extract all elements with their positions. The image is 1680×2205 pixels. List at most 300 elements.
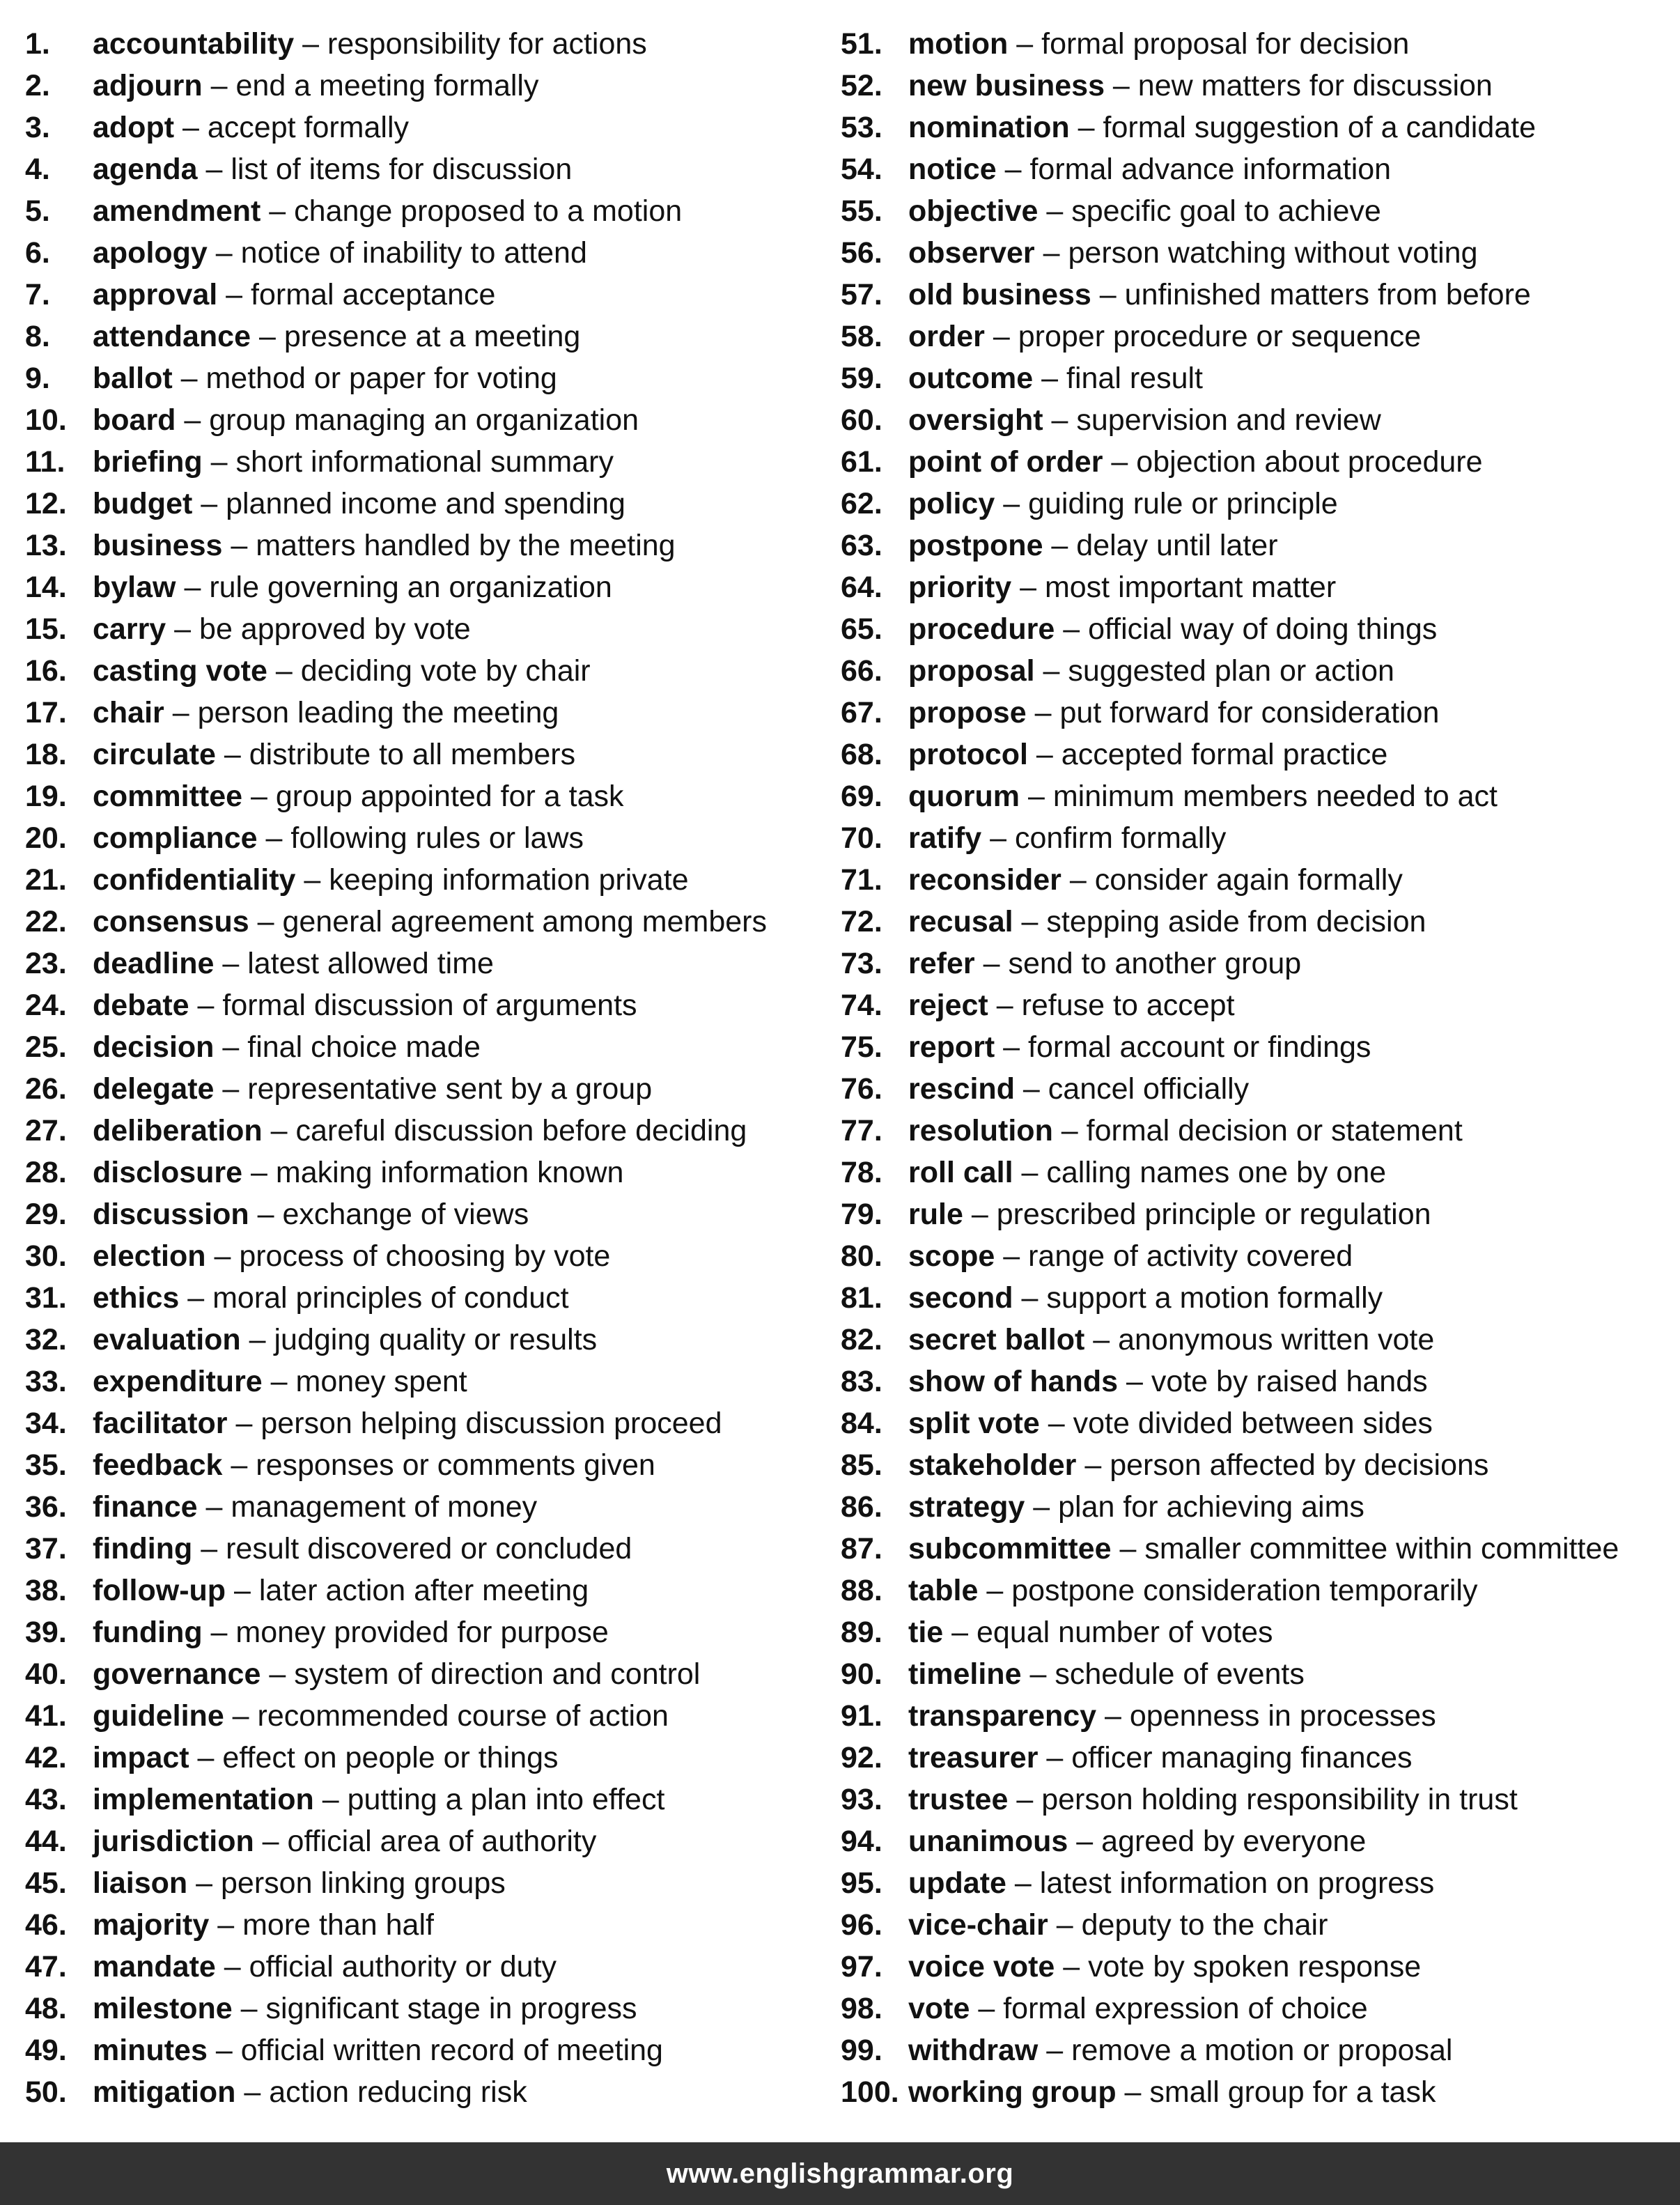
entry-separator: –	[1013, 1156, 1047, 1189]
entry-separator: –	[197, 1490, 231, 1524]
entry-definition: putting a plan into effect	[347, 1783, 665, 1816]
entry-term: jurisdiction	[93, 1825, 254, 1858]
entry-number: 89.	[841, 1616, 882, 1649]
entry-term: treasurer	[908, 1741, 1039, 1774]
glossary-entry	[25, 1235, 833, 1277]
entry-separator: –	[214, 947, 248, 980]
entry-definition: minimum members needed to act	[1052, 780, 1498, 813]
entry-separator: –	[249, 905, 283, 938]
entry-separator: –	[1026, 696, 1060, 729]
entry-separator: –	[262, 1365, 296, 1398]
glossary-entry	[841, 1988, 1677, 2029]
glossary-entry	[25, 1026, 833, 1068]
entry-number: 28.	[25, 1156, 67, 1189]
entry-term: order	[908, 320, 985, 353]
glossary-entry	[841, 441, 1677, 483]
entry-definition: significant stage in progress	[265, 1992, 637, 2025]
entry-number: 60.	[841, 403, 882, 437]
entry-separator: –	[249, 1198, 283, 1231]
entry-term: briefing	[93, 445, 203, 479]
entry-separator: –	[202, 1616, 236, 1649]
entry-separator: –	[996, 153, 1030, 186]
entry-term: reject	[908, 989, 988, 1022]
glossary-entry	[841, 2071, 1677, 2113]
entry-number: 30.	[25, 1239, 67, 1273]
entry-number: 55.	[841, 194, 882, 228]
entry-term: ballot	[93, 362, 173, 395]
entry-number: 94.	[841, 1825, 882, 1858]
entry-term: guideline	[93, 1699, 224, 1733]
entry-definition: guiding rule or principle	[1028, 487, 1338, 520]
entry-definition: rule governing an organization	[209, 571, 612, 604]
entry-number: 5.	[25, 194, 50, 228]
entry-term: strategy	[908, 1490, 1025, 1524]
glossary-entry	[25, 1611, 833, 1653]
entry-separator: –	[1055, 612, 1089, 646]
glossary-entry	[25, 1779, 833, 1820]
entry-separator: –	[202, 69, 236, 102]
entry-term: vote	[908, 1992, 970, 2025]
entry-term: outcome	[908, 362, 1034, 395]
entry-separator: –	[1013, 905, 1047, 938]
entry-number: 85.	[841, 1448, 882, 1482]
glossary-entry	[841, 1402, 1677, 1444]
glossary-entry	[25, 399, 833, 441]
glossary-columns	[0, 23, 1680, 2112]
glossary-entry	[841, 65, 1677, 107]
glossary-entry	[841, 650, 1677, 692]
entry-definition: more than half	[242, 1908, 434, 1942]
entry-term: working group	[908, 2075, 1117, 2109]
entry-number: 98.	[841, 1992, 882, 2025]
glossary-entry	[25, 1444, 833, 1486]
entry-definition: presence at a meeting	[283, 320, 581, 353]
entry-number: 81.	[841, 1281, 882, 1315]
entry-definition: put forward for consideration	[1059, 696, 1440, 729]
entry-definition: making information known	[275, 1156, 624, 1189]
glossary-entry	[841, 566, 1677, 608]
entry-separator: –	[187, 1866, 221, 1900]
entry-number: 3.	[25, 111, 50, 144]
entry-term: procedure	[908, 612, 1055, 646]
entry-separator: –	[1025, 1490, 1059, 1524]
entry-number: 73.	[841, 947, 882, 980]
entry-term: point of order	[908, 445, 1103, 479]
glossary-entry	[841, 984, 1677, 1026]
entry-term: agenda	[93, 153, 198, 186]
entry-separator: –	[254, 1825, 288, 1858]
entry-definition: cancel officially	[1048, 1072, 1250, 1106]
entry-definition: deputy to the chair	[1081, 1908, 1328, 1942]
entry-definition: new matters for discussion	[1137, 69, 1493, 102]
entry-separator: –	[1011, 571, 1045, 604]
entry-term: transparency	[908, 1699, 1097, 1733]
entry-definition: notice of inability to attend	[240, 236, 587, 270]
entry-term: accountability	[93, 27, 295, 61]
entry-number: 78.	[841, 1156, 882, 1189]
entry-definition: official authority or duty	[249, 1950, 557, 1983]
entry-definition: representative sent by a group	[247, 1072, 653, 1106]
entry-number: 10.	[25, 403, 67, 437]
entry-separator: –	[209, 1908, 243, 1942]
entry-definition: range of activity covered	[1028, 1239, 1353, 1273]
entry-number: 74.	[841, 989, 882, 1022]
entry-definition: smaller committee within committee	[1144, 1532, 1619, 1565]
entry-term: policy	[908, 487, 995, 520]
entry-separator: –	[214, 1072, 248, 1106]
entry-term: apology	[93, 236, 208, 270]
entry-term: split vote	[908, 1407, 1040, 1440]
glossary-entry	[841, 1737, 1677, 1779]
entry-term: voice vote	[908, 1950, 1055, 1983]
entry-definition: person holding responsibility in trust	[1041, 1783, 1518, 1816]
entry-definition: unfinished matters from before	[1124, 278, 1531, 311]
entry-number: 16.	[25, 654, 67, 688]
entry-definition: formal proposal for decision	[1041, 27, 1410, 61]
entry-separator: –	[1013, 1281, 1047, 1315]
entry-number: 57.	[841, 278, 882, 311]
glossary-entry	[841, 1779, 1677, 1820]
glossary-entry	[841, 1820, 1677, 1862]
entry-term: casting vote	[93, 654, 267, 688]
entry-separator: –	[215, 738, 249, 771]
entry-separator: –	[172, 362, 206, 395]
entry-number: 87.	[841, 1532, 882, 1565]
entry-number: 11.	[25, 445, 65, 479]
entry-term: majority	[93, 1908, 210, 1942]
entry-number: 83.	[841, 1365, 882, 1398]
entry-separator: –	[963, 1198, 997, 1231]
entry-number: 76.	[841, 1072, 882, 1106]
glossary-entry	[25, 1946, 833, 1988]
entry-definition: list of items for discussion	[231, 153, 573, 186]
entry-definition: final result	[1066, 362, 1203, 395]
entry-separator: –	[192, 487, 226, 520]
entry-definition: method or paper for voting	[205, 362, 557, 395]
entry-definition: process of choosing by vote	[239, 1239, 611, 1273]
entry-definition: short informational summary	[235, 445, 614, 479]
entry-separator: –	[242, 1156, 276, 1189]
glossary-entry	[841, 1611, 1677, 1653]
entry-term: trustee	[908, 1783, 1009, 1816]
entry-definition: system of direction and control	[294, 1657, 701, 1691]
entry-number: 58.	[841, 320, 882, 353]
entry-separator: –	[294, 27, 327, 61]
entry-number: 56.	[841, 236, 882, 270]
entry-separator: –	[1039, 1407, 1073, 1440]
glossary-entry	[25, 2029, 833, 2071]
entry-definition: support a motion formally	[1046, 1281, 1383, 1315]
glossary-entry	[25, 316, 833, 357]
entry-term: observer	[908, 236, 1035, 270]
entry-definition: most important matter	[1044, 571, 1337, 604]
glossary-entry	[841, 1528, 1677, 1570]
entry-definition: equal number of votes	[977, 1616, 1273, 1649]
entry-number: 8.	[25, 320, 50, 353]
entry-definition: vote by raised hands	[1151, 1365, 1428, 1398]
entry-number: 82.	[841, 1323, 882, 1356]
entry-number: 7.	[25, 278, 50, 311]
entry-separator: –	[242, 780, 276, 813]
entry-definition: supervision and review	[1076, 403, 1381, 437]
entry-separator: –	[995, 1239, 1029, 1273]
entry-separator: –	[984, 320, 1018, 353]
entry-number: 42.	[25, 1741, 67, 1774]
glossary-entry	[25, 1193, 833, 1235]
entry-separator: –	[189, 1741, 223, 1774]
entry-separator: –	[240, 1323, 274, 1356]
entry-separator: –	[189, 989, 223, 1022]
entry-separator: –	[1069, 111, 1103, 144]
glossary-entry	[25, 1068, 833, 1110]
glossary-entry	[25, 1862, 833, 1904]
entry-definition: following rules or laws	[290, 821, 584, 855]
entry-number: 41.	[25, 1699, 67, 1733]
entry-definition: formal expression of choice	[1003, 1992, 1368, 2025]
entry-definition: prescribed principle or regulation	[996, 1198, 1431, 1231]
entry-number: 70.	[841, 821, 882, 855]
entry-separator: –	[176, 403, 210, 437]
entry-number: 1.	[25, 27, 50, 61]
entry-term: adjourn	[93, 69, 203, 102]
glossary-entry	[25, 859, 833, 901]
glossary-entry	[25, 65, 833, 107]
entry-number: 50.	[25, 2075, 67, 2109]
glossary-entry	[841, 1235, 1677, 1277]
entry-separator: –	[205, 1239, 240, 1273]
entry-term: scope	[908, 1239, 995, 1273]
entry-term: feedback	[93, 1448, 223, 1482]
entry-separator: –	[1068, 1825, 1102, 1858]
entry-term: objective	[908, 194, 1039, 228]
entry-definition: effect on people or things	[222, 1741, 559, 1774]
entry-number: 40.	[25, 1657, 67, 1691]
entry-separator: –	[222, 1448, 256, 1482]
glossary-entry	[25, 107, 833, 148]
entry-number: 20.	[25, 821, 67, 855]
entry-separator: –	[995, 1030, 1029, 1064]
entry-term: governance	[93, 1657, 261, 1691]
entry-term: protocol	[908, 738, 1028, 771]
entry-separator: –	[257, 821, 291, 855]
entry-term: motion	[908, 27, 1009, 61]
entry-number: 84.	[841, 1407, 882, 1440]
glossary-entry	[841, 357, 1677, 399]
entry-separator: –	[197, 153, 231, 186]
entry-separator: –	[295, 863, 329, 897]
entry-term: business	[93, 529, 223, 562]
entry-number: 26.	[25, 1072, 67, 1106]
glossary-entry	[841, 1152, 1677, 1193]
entry-definition: consider again formally	[1094, 863, 1403, 897]
entry-number: 53.	[841, 111, 882, 144]
entry-separator: –	[179, 1281, 213, 1315]
glossary-entry	[841, 483, 1677, 525]
entry-separator: –	[202, 445, 236, 479]
glossary-entry	[25, 190, 833, 232]
entry-definition: schedule of events	[1055, 1657, 1305, 1691]
entry-term: old business	[908, 278, 1091, 311]
entry-definition: accept formally	[207, 111, 410, 144]
entry-number: 9.	[25, 362, 50, 395]
entry-separator: –	[1038, 2034, 1072, 2067]
glossary-column-left	[25, 23, 833, 2113]
entry-definition: stepping aside from decision	[1046, 905, 1426, 938]
entry-number: 61.	[841, 445, 882, 479]
glossary-entry	[841, 274, 1677, 316]
entry-number: 93.	[841, 1783, 882, 1816]
entry-number: 17.	[25, 696, 67, 729]
entry-separator: –	[1103, 445, 1137, 479]
entry-term: tie	[908, 1616, 944, 1649]
entry-number: 38.	[25, 1574, 67, 1607]
entry-definition: planned income and spending	[226, 487, 625, 520]
entry-term: ethics	[93, 1281, 180, 1315]
entry-number: 27.	[25, 1114, 67, 1147]
entry-separator: –	[192, 1532, 226, 1565]
glossary-entry	[841, 817, 1677, 859]
entry-separator: –	[215, 1950, 249, 1983]
entry-definition: confirm formally	[1014, 821, 1227, 855]
glossary-entry	[25, 1110, 833, 1152]
glossary-entry	[25, 1402, 833, 1444]
entry-separator: –	[313, 1783, 348, 1816]
entry-term: second	[908, 1281, 1013, 1315]
entry-number: 34.	[25, 1407, 67, 1440]
entry-definition: anonymous written vote	[1118, 1323, 1435, 1356]
entry-definition: specific goal to achieve	[1071, 194, 1381, 228]
entry-number: 68.	[841, 738, 882, 771]
entry-separator: –	[1027, 738, 1061, 771]
entry-definition: result discovered or concluded	[226, 1532, 632, 1565]
entry-number: 2.	[25, 69, 50, 102]
entry-definition: formal suggestion of a candidate	[1103, 111, 1537, 144]
entry-term: bylaw	[93, 571, 176, 604]
entry-definition: official area of authority	[287, 1825, 597, 1858]
glossary-entry	[841, 107, 1677, 148]
entry-definition: vote divided between sides	[1073, 1407, 1433, 1440]
entry-number: 21.	[25, 863, 67, 897]
entry-term: minutes	[93, 2034, 208, 2067]
entry-number: 22.	[25, 905, 67, 938]
entry-definition: suggested plan or action	[1068, 654, 1394, 688]
entry-term: finding	[93, 1532, 193, 1565]
entry-term: budget	[93, 487, 193, 520]
entry-number: 32.	[25, 1323, 67, 1356]
glossary-entry	[841, 1361, 1677, 1402]
entry-definition: group managing an organization	[209, 403, 639, 437]
entry-definition: accepted formal practice	[1061, 738, 1388, 771]
glossary-entry	[25, 1486, 833, 1528]
entry-definition: distribute to all members	[249, 738, 576, 771]
entry-definition: responsibility for actions	[327, 27, 647, 61]
entry-separator: –	[1055, 1950, 1089, 1983]
entry-separator: –	[1033, 362, 1066, 395]
entry-number: 15.	[25, 612, 67, 646]
entry-number: 6.	[25, 236, 50, 270]
glossary-entry	[25, 943, 833, 984]
entry-definition: be approved by vote	[199, 612, 471, 646]
entry-term: subcommittee	[908, 1532, 1112, 1565]
glossary-entry	[25, 775, 833, 817]
entry-term: facilitator	[93, 1407, 228, 1440]
entry-term: consensus	[93, 905, 249, 938]
entry-separator: –	[1034, 654, 1068, 688]
entry-separator: –	[943, 1616, 977, 1649]
entry-term: election	[93, 1239, 206, 1273]
entry-separator: –	[1021, 1657, 1055, 1691]
entry-separator: –	[227, 1407, 261, 1440]
entry-separator: –	[164, 696, 198, 729]
entry-term: confidentiality	[93, 863, 296, 897]
entry-separator: –	[235, 2075, 270, 2109]
entry-term: debate	[93, 989, 189, 1022]
entry-definition: send to another group	[1008, 947, 1302, 980]
entry-definition: official written record of meeting	[240, 2034, 663, 2067]
entry-number: 100.	[841, 2075, 899, 2109]
glossary-entry	[841, 1319, 1677, 1361]
entry-number: 97.	[841, 1950, 882, 1983]
entry-number: 14.	[25, 571, 67, 604]
glossary-entry	[841, 2029, 1677, 2071]
glossary-entry	[25, 650, 833, 692]
entry-definition: official way of doing things	[1088, 612, 1438, 646]
entry-definition: formal account or findings	[1028, 1030, 1371, 1064]
glossary-entry	[25, 483, 833, 525]
entry-term: funding	[93, 1616, 203, 1649]
glossary-entry	[841, 1653, 1677, 1695]
entry-number: 25.	[25, 1030, 67, 1064]
entry-definition: person linking groups	[221, 1866, 506, 1900]
entry-term: implementation	[93, 1783, 314, 1816]
entry-definition: careful discussion before deciding	[295, 1114, 747, 1147]
entry-definition: moral principles of conduct	[212, 1281, 569, 1315]
glossary-entry	[841, 525, 1677, 566]
entry-separator: –	[260, 1657, 295, 1691]
entry-definition: small group for a task	[1149, 2075, 1436, 2109]
entry-separator: –	[1061, 863, 1095, 897]
entry-number: 96.	[841, 1908, 882, 1942]
glossary-entry	[25, 23, 833, 65]
entry-separator: –	[1008, 27, 1042, 61]
entry-term: roll call	[908, 1156, 1013, 1189]
entry-separator: –	[176, 571, 210, 604]
glossary-column-right	[841, 23, 1677, 2113]
glossary-entry	[25, 901, 833, 943]
entry-separator: –	[978, 1574, 1012, 1607]
entry-term: secret ballot	[908, 1323, 1085, 1356]
entry-term: resolution	[908, 1114, 1053, 1147]
entry-number: 23.	[25, 947, 67, 980]
entry-separator: –	[224, 1699, 258, 1733]
entry-definition: person watching without voting	[1068, 236, 1478, 270]
glossary-entry	[25, 1653, 833, 1695]
glossary-entry	[25, 1988, 833, 2029]
glossary-entry	[841, 23, 1677, 65]
entry-number: 46.	[25, 1908, 67, 1942]
entry-term: mandate	[93, 1950, 216, 1983]
entry-number: 13.	[25, 529, 67, 562]
entry-separator: –	[1096, 1699, 1130, 1733]
entry-number: 59.	[841, 362, 882, 395]
entry-number: 44.	[25, 1825, 67, 1858]
glossary-entry	[25, 1528, 833, 1570]
entry-definition: latest information on progress	[1039, 1866, 1435, 1900]
entry-number: 99.	[841, 2034, 882, 2067]
entry-definition: group appointed for a task	[275, 780, 624, 813]
entry-number: 52.	[841, 69, 882, 102]
entry-term: delegate	[93, 1072, 215, 1106]
